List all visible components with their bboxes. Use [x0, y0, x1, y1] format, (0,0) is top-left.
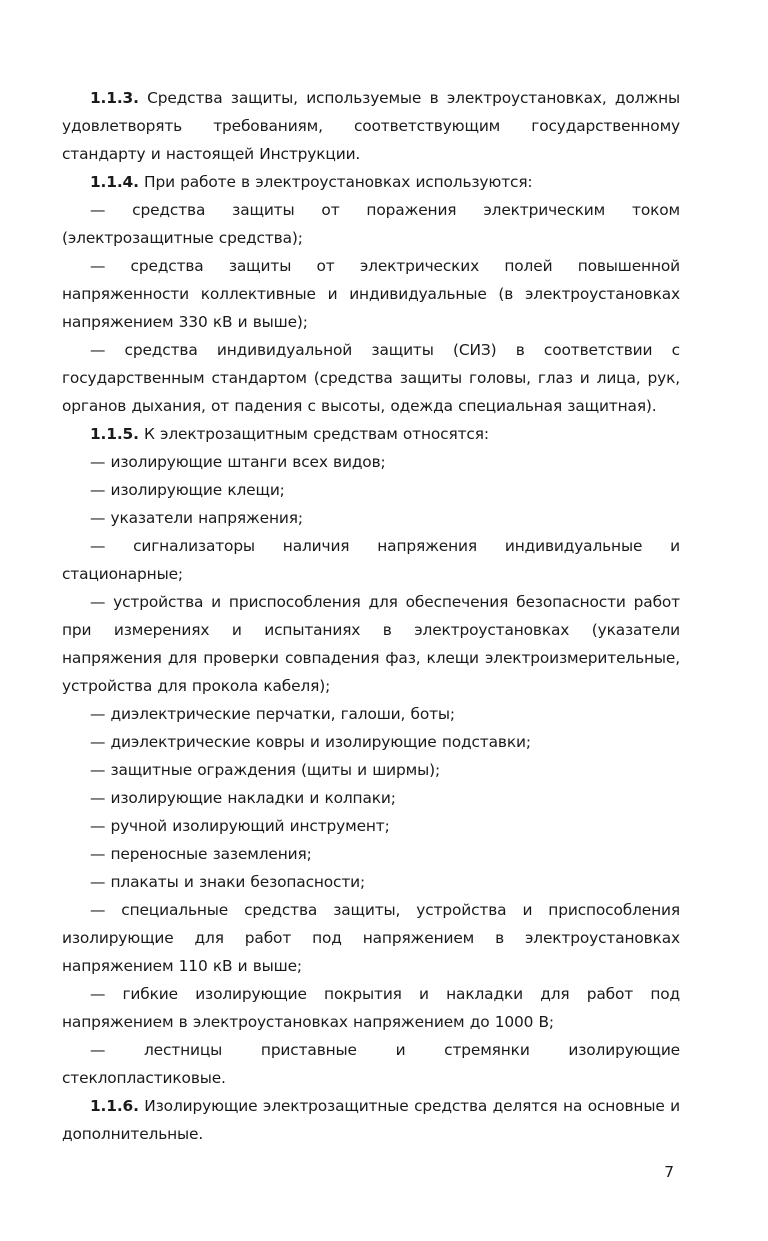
page-number: 7: [664, 1163, 674, 1181]
list-item-text: — изолирующие штанги всех видов;: [90, 453, 386, 471]
list-item-text: — специальные средства защиты, устройства и приспособления изолирующие для работ под напряжением в электроустановках напряжением 110 кВ и выше;: [62, 901, 680, 975]
list-item-text: — изолирующие клещи;: [90, 481, 285, 499]
paragraph-text: При работе в электроустановках используются:: [138, 173, 533, 191]
list-item: [62, 896, 680, 980]
list-item-text: — устройства и приспособления для обеспечения безопасности работ при измерениях и испытаниях в электроустановках (указатели напряжения для проверки совпадения фаз, клещи электроизмерительные, устройства для прокола кабеля);: [62, 593, 680, 695]
list-item-text: — сигнализаторы наличия напряжения индивидуальные и стационарные;: [62, 537, 680, 583]
list-item: [62, 588, 680, 700]
list-item: [62, 532, 680, 588]
list-item: [62, 784, 680, 812]
list-item-text: — переносные заземления;: [90, 845, 312, 863]
clause-number: 1.1.4.: [90, 173, 139, 191]
list-item: [62, 868, 680, 896]
list-item: [62, 252, 680, 336]
clause-paragraph: [62, 168, 680, 196]
list-item-text: — средства индивидуальной защиты (СИЗ) в соответствии с государственным стандартом (средства защиты головы, глаз и лица, рук, органов дыхания, от падения с высоты, одежда специальная защитная).: [62, 341, 680, 415]
list-item: [62, 756, 680, 784]
list-item: [62, 504, 680, 532]
list-item: [62, 728, 680, 756]
list-item-text: — защитные ограждения (щиты и ширмы);: [90, 761, 440, 779]
list-item-text: — ручной изолирующий инструмент;: [90, 817, 390, 835]
clause-number: 1.1.3.: [90, 89, 139, 107]
list-item-text: — диэлектрические ковры и изолирующие подставки;: [90, 733, 531, 751]
list-item-text: — диэлектрические перчатки, галоши, боты;: [90, 705, 455, 723]
list-item-text: — указатели напряжения;: [90, 509, 303, 527]
clause-paragraph: [62, 84, 680, 168]
clause-paragraph: [62, 420, 680, 448]
list-item: [62, 700, 680, 728]
list-item-text: — гибкие изолирующие покрытия и накладки для работ под напряжением в электроустановках напряжением до 1000 В;: [62, 985, 680, 1031]
list-item-text: — изолирующие накладки и колпаки;: [90, 789, 396, 807]
paragraph-text: Изолирующие электрозащитные средства делятся на основные и дополнительные.: [62, 1097, 680, 1143]
list-item-text: — средства защиты от поражения электрическим током (электрозащитные средства);: [62, 201, 680, 247]
list-item: [62, 196, 680, 252]
clause-paragraph: [62, 1092, 680, 1148]
list-item-text: — плакаты и знаки безопасности;: [90, 873, 366, 891]
paragraph-text: К электрозащитным средствам относятся:: [138, 425, 489, 443]
list-item: [62, 336, 680, 420]
list-item-text: — средства защиты от электрических полей повышенной напряженности коллективные и индивидуальные (в электроустановках напряжением 330 кВ и выше);: [62, 257, 680, 331]
list-item-text: — лестницы приставные и стремянки изолирующие стеклопластиковые.: [62, 1041, 680, 1087]
list-item: [62, 980, 680, 1036]
clause-number: 1.1.6.: [90, 1097, 139, 1115]
list-item: [62, 448, 680, 476]
list-item: [62, 476, 680, 504]
clause-number: 1.1.5.: [90, 425, 139, 443]
document-body: [62, 84, 680, 1148]
list-item: [62, 840, 680, 868]
paragraph-text: Средства защиты, используемые в электроустановках, должны удовлетворять требованиям, соответствующим государственному стандарту и настоящей Инструкции.: [62, 89, 680, 163]
list-item: [62, 812, 680, 840]
list-item: [62, 1036, 680, 1092]
